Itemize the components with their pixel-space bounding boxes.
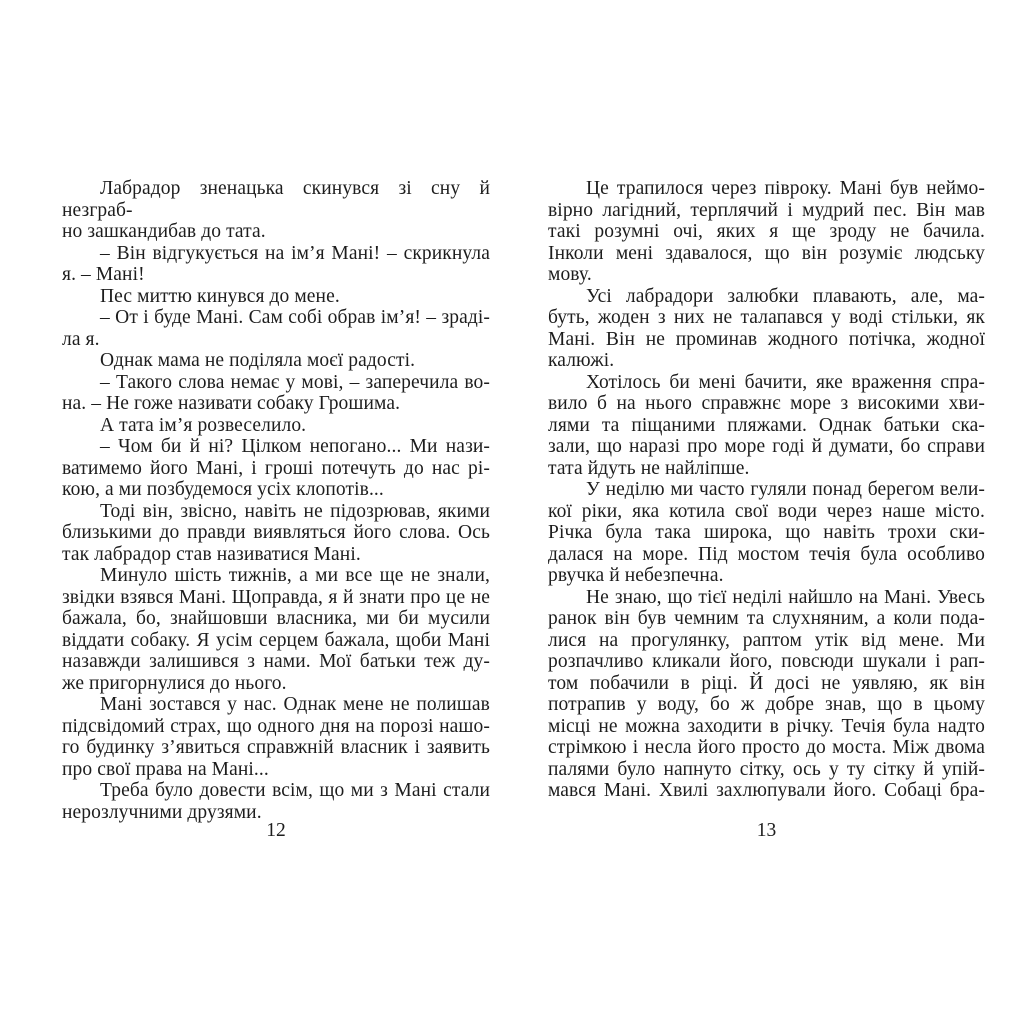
- text-line: розпачливо кликали його, повсюди шукали і рап-: [548, 651, 985, 672]
- text-line: віддати собаку. Я усім серцем бажала, щоби Мані: [62, 629, 490, 651]
- text-line: – Він відгукується на ім’я Мані! – скрикнула: [100, 242, 490, 264]
- text-line: назавжди залишився з нами. Мої батьки теж ду-: [62, 651, 490, 672]
- text-line: калюжі.: [548, 350, 615, 371]
- text-line: звідки взявся Мані. Щоправда, я й знати про це не: [62, 586, 490, 608]
- text-line: я. – Мані!: [62, 264, 145, 285]
- text-line: но зашкандибав до тата.: [62, 221, 266, 242]
- text-line: Пес миттю кинувся до мене.: [100, 285, 340, 307]
- text-line: про свої права на Мані...: [62, 758, 269, 780]
- text-line: Мані зостався у нас. Однак мене не полишав: [100, 694, 490, 715]
- text-line: Однак мама не поділяла моєї радості.: [100, 350, 416, 371]
- text-line: лями та піщаними пляжами. Однак батьки ска-: [548, 414, 985, 436]
- text-line: місці не можна заходити в річку. Течія була надто: [548, 715, 985, 737]
- text-line: том побачили в ріці. Й досі не уявляю, як він: [548, 672, 985, 694]
- text-line: Це трапилося через півроку. Мані був неймо-: [586, 178, 985, 199]
- text-line: нерозлучними друзями.: [62, 801, 262, 823]
- text-line: рвучка й небезпечна.: [548, 565, 724, 586]
- text-line: го будинку з’явиться справжній власник і заявить: [62, 737, 490, 758]
- text-line: Минуло шість тижнів, а ми все ще не знали,: [100, 565, 490, 586]
- text-line: близькими до правди виявляться його слова. Ось: [62, 522, 490, 543]
- text-line: У неділю ми часто гуляли понад берегом вели-: [586, 479, 985, 500]
- text-line: кої ріки, яка котила свої води через наше місто.: [548, 500, 985, 522]
- text-line: на. – Не гоже називати собаку Грошима.: [62, 393, 401, 414]
- text-line: – От і буде Мані. Сам собі обрав ім’я! – зраді-: [100, 307, 490, 328]
- text-line: Тоді він, звісно, навіть не підозрював, якими: [100, 500, 490, 522]
- text-line: ватимемо його Мані, і гроші потечуть до нас рі-: [62, 457, 490, 479]
- text-line: А тата ім’я розвеселило.: [100, 414, 307, 436]
- text-line: ла я.: [62, 328, 100, 350]
- text-line: Усі лабрадори залюбки плавають, але, ма-: [586, 285, 985, 307]
- text-line: так лабрадор став називатися Мані.: [62, 543, 361, 565]
- text-line: кою, а ми позбудемося усіх клопотів...: [62, 479, 384, 500]
- text-line: Річка була така широка, що навіть трохи ски-: [548, 522, 985, 543]
- text-line: Хотілось би мені бачити, яке враження спра-: [586, 371, 985, 393]
- text-line: зали, що наразі про море годі й думати, бо справи: [548, 436, 985, 457]
- text-line: буть, жоден з них не талапався у воді стільки, як: [548, 307, 985, 328]
- text-line: ранок він був чемним та слухняним, а коли пода-: [548, 608, 985, 629]
- text-line: вило б на нього справжнє море з високими хви-: [548, 393, 985, 414]
- text-line: же пригорнулися до нього.: [62, 672, 287, 694]
- text-line: потрапив у воду, бо ж добре знав, що в цьому: [548, 694, 985, 715]
- text-line: – Чом би й ні? Цілком непогано... Ми нази-: [100, 436, 490, 457]
- text-line: Мані. Він не проминав жодного потічка, жодної: [548, 328, 985, 350]
- page-number-left: 12: [266, 820, 286, 841]
- text-line: бажала, бо, знайшовши власника, ми би мусили: [62, 608, 490, 629]
- text-line: палями було напнуто сітку, ось у ту сітку й упій-: [548, 758, 985, 780]
- text-line: Треба було довести всім, що ми з Мані стали: [100, 780, 490, 801]
- text-line: тата йдуть не найліпше.: [548, 457, 750, 479]
- page-right-text-column: [548, 178, 985, 802]
- text-line: такі розумні очі, яких я ще зроду не бачила.: [548, 221, 985, 242]
- text-line: лися на прогулянку, раптом утік від мене. Ми: [548, 629, 985, 651]
- page-left-text-column: [62, 178, 490, 823]
- text-line: мався Мані. Хвилі захлюпували його. Собаці бра-: [548, 780, 985, 801]
- text-line: – Такого слова немає у мові, – заперечила во-: [100, 371, 490, 393]
- text-line: підсвідомий страх, що одного дня на порозі нашо-: [62, 715, 490, 737]
- text-line: далася на море. Під мостом течія була особливо: [548, 543, 985, 565]
- text-line: мову.: [548, 264, 592, 285]
- text-line: Лабрадор зненацька скинувся зі сну й незграб-: [62, 178, 490, 221]
- text-line: Не знаю, що тієї неділі найшло на Мані. Увесь: [586, 586, 985, 608]
- text-line: стрімкою і несла його просто до моста. Між двома: [548, 737, 985, 758]
- text-line: вірно лагідний, терплячий і мудрий пес. Він мав: [548, 199, 985, 221]
- page-number-right: 13: [756, 820, 777, 841]
- text-line: Інколи мені здавалося, що він розуміє людську: [548, 242, 985, 264]
